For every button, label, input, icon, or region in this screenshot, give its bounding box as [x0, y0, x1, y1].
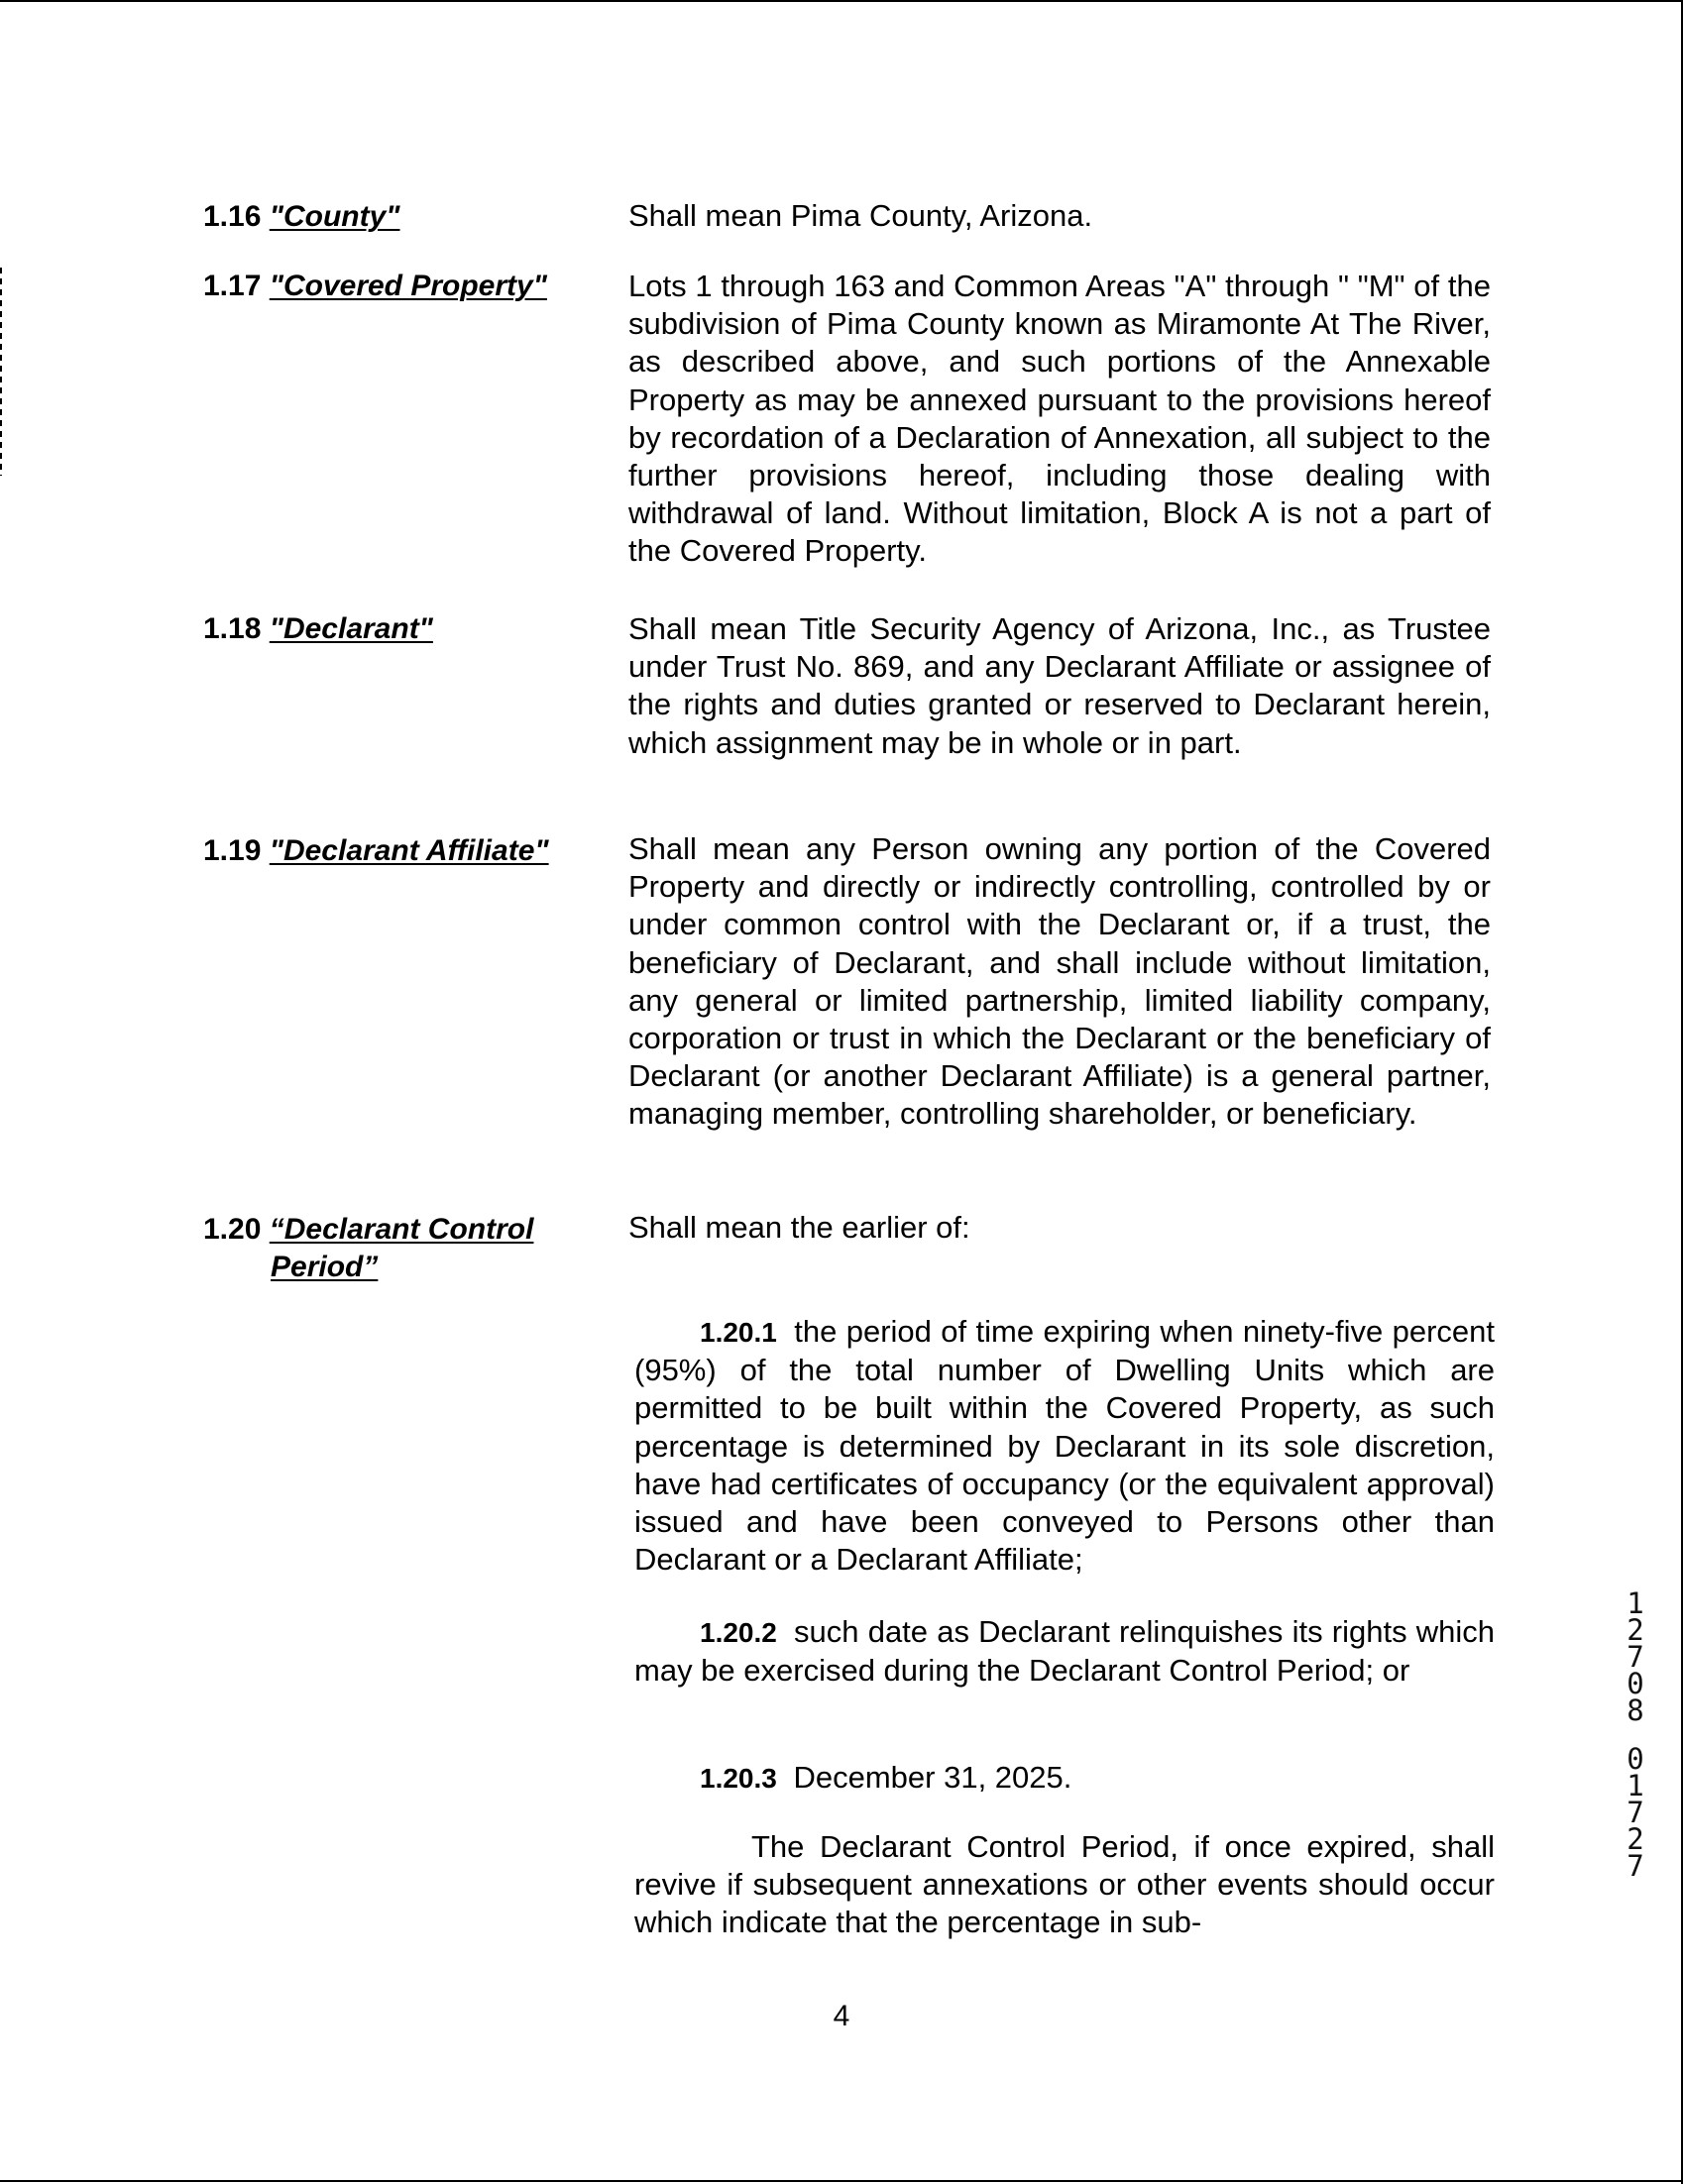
definition-county: Shall mean Pima County, Arizona. [628, 198, 1093, 233]
page-number: 4 [833, 2000, 850, 2032]
subsection-1-20-3 [634, 1759, 1495, 1798]
term-name: "Declarant" [269, 612, 433, 645]
term-county [203, 198, 400, 236]
stamp-digit: 0 [1627, 1742, 1644, 1776]
section-number: 1.19 [203, 834, 262, 867]
stamp-digit: 0 [1627, 1667, 1644, 1700]
section-number: 1.20 [203, 1213, 262, 1246]
term-name-line2: Period” [271, 1251, 379, 1283]
recording-stamp [1621, 1586, 1650, 1883]
subsection-text: the period of time expiring when ninety-five percent (95%) of the total number of Dwelling Units which are permitted to be built within the Covered Property, as such percentage is determined by Declarant in its sole discretion, have had certificates of occupancy (or the equivalent approval) issued and have been conveyed to Persons other than Declarant or a Declarant Affiliate; [634, 1314, 1495, 1578]
stamp-digit: 7 [1627, 1849, 1644, 1883]
stamp-digit: 1 [1627, 1769, 1644, 1802]
section-number: 1.16 [203, 200, 262, 233]
term-name: "Covered Property" [269, 270, 547, 302]
definition-declarant-control-period: Shall mean the earlier of: [628, 1210, 970, 1245]
definition-declarant: Shall mean Title Security Agency of Arizona, Inc., as Trustee under Trust No. 869, and any Declarant Affiliate or assignee of the rights and duties granted or reserved to Declarant herein, which assignment may be in whole or in part. [628, 611, 1491, 760]
term-declarant-affiliate [203, 832, 549, 870]
subsection-number: 1.20.1 [700, 1317, 777, 1348]
subsection-number: 1.20.3 [700, 1763, 777, 1794]
stamp-digit: 2 [1627, 1613, 1644, 1647]
closing-paragraph: The Declarant Control Period, if once expired, shall revive if subsequent annexations or other events should occur which indicate that the percentage in sub- [634, 1829, 1495, 1940]
scan-edge-mark [0, 268, 2, 476]
term-covered-property [203, 268, 547, 305]
subsection-text: such date as Declarant relinquishes its rights which may be exercised during the Declarant Control Period; or [634, 1614, 1495, 1689]
stamp-digit: 8 [1627, 1693, 1644, 1727]
subsection-number: 1.20.2 [700, 1617, 777, 1648]
section-number: 1.17 [203, 270, 262, 302]
definition-declarant-affiliate: Shall mean any Person owning any portion of the Covered Property and directly or indirectly controlling, controlled by or under common control with the Declarant or, if a trust, the beneficiary of Declarant, and shall include without limitation, any general or limited partnership, limited liability company, corporation or trust in which the Declarant or the beneficiary of Declarant (or another Declarant Affiliate) is a general partner, managing member, controlling shareholder, or beneficiary. [628, 831, 1491, 1132]
bottom-border [0, 2180, 1683, 2182]
term-declarant-control-period [203, 1211, 533, 1286]
definition-covered-property: Lots 1 through 163 and Common Areas "A" through " "M" of the subdivision of Pima County known as Miramonte At The River, as described above, and such portions of the Annexable Property as may be annexed pursuant to the provisions hereof by recordation of a Declaration of Annexation, all subject to the further provisions hereof, including those dealing with withdrawal of land. Without limitation, Block A is not a part of the Covered Property. [628, 269, 1491, 569]
term-name: "Declarant Affiliate" [269, 834, 549, 867]
stamp-part-1 [1621, 1586, 1650, 1727]
stamp-part-2 [1621, 1742, 1650, 1883]
stamp-digit: 7 [1627, 1796, 1644, 1829]
subsection-1-20-2 [634, 1613, 1495, 1690]
subsection-1-20-1 [634, 1313, 1495, 1579]
stamp-digit: 2 [1627, 1822, 1644, 1856]
term-declarant [203, 610, 433, 648]
term-name-line1: “Declarant Control [269, 1213, 534, 1246]
section-number: 1.18 [203, 612, 262, 645]
subsection-text: December 31, 2025. [793, 1760, 1072, 1795]
stamp-digit: 7 [1627, 1640, 1644, 1674]
term-name: "County" [269, 200, 400, 233]
stamp-digit: 1 [1627, 1586, 1644, 1620]
